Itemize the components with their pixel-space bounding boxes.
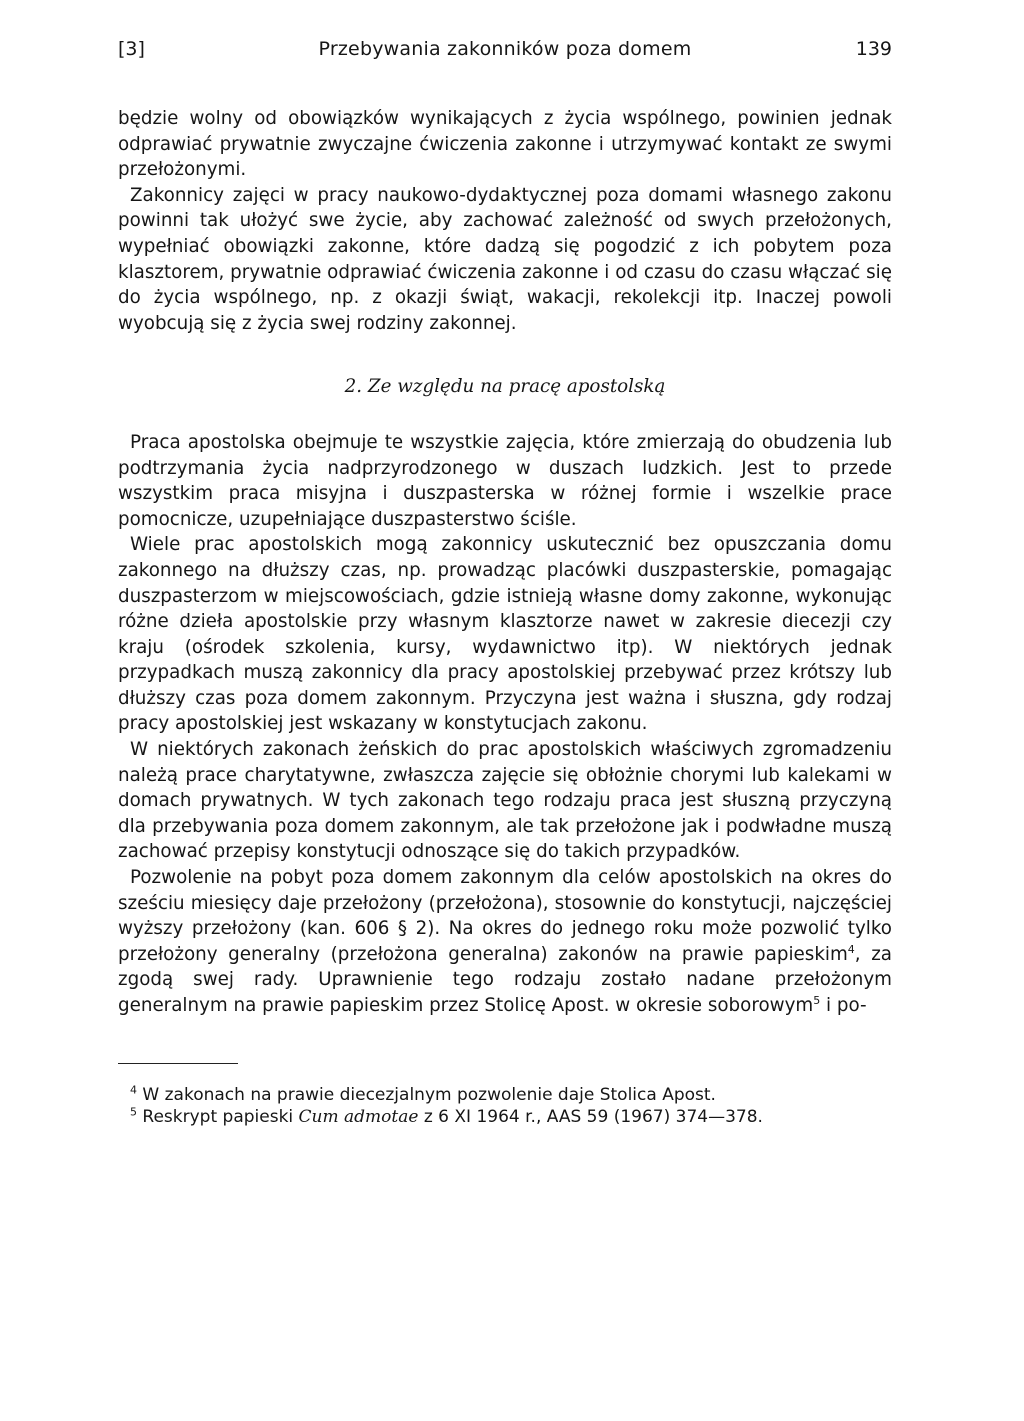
paragraph-text: i po- [820, 995, 867, 1016]
footnote [118, 1106, 892, 1128]
page-number: 139 [855, 38, 892, 60]
paragraph: Zakonnicy zajęci w pracy naukowo-dydaktycznej poza domami własnego zakonu powinni tak ułożyć swe życie, aby zachować zależność od swych przełożonych, wypełniać obowiązki zakonne, które dadzą się pogodzić z ich pobytem poza klasztorem, prywatnie odprawiać ćwiczenia zakonne i od czasu do czasu włączać się do życia wspólnego, np. z okazji świąt, wakacji, rekolekcji itp. Inaczej powoli wyobcują się z życia swej rodziny zakonnej. [118, 184, 892, 334]
running-title: Przebywania zakonników poza domem [318, 38, 692, 60]
footnote [118, 1084, 892, 1106]
footnote-reference: 4 [847, 942, 855, 956]
footnote-text: W zakonach na prawie diecezjalnym pozwolenie daje Stolica Apost. [142, 1084, 716, 1105]
section-heading [118, 374, 892, 400]
running-head [118, 38, 892, 78]
footnote-mark: 4 [130, 1082, 137, 1096]
paragraph [118, 865, 892, 1019]
footnote-reference: 5 [813, 993, 821, 1007]
paragraph: W niektórych zakonach żeńskich do prac apostolskich właściwych zgromadzeniu należą prace charytatywne, zwłaszcza zajęcie się obłożnie chorymi lub kalekami w domach prywatnych. W tych zakonach tego rodzaju praca jest słuszną przyczyną dla przebywania poza domem zakonnym, ale tak przełożone jak i podwładne muszą zachować przepisy konstytucji odnoszące się do takich przypadków. [118, 739, 892, 863]
section-heading-number: 2. [344, 376, 363, 398]
paragraph-continuation: będzie wolny od obowiązków wynikających z życia wspólnego, powinien jednak odprawiać prywatnie zwyczajne ćwiczenia zakonne i utrzymywać kontakt ze swymi przełożonymi. [118, 108, 892, 181]
footnote-mark: 5 [130, 1104, 137, 1118]
section-number: [3] [118, 38, 145, 60]
paragraph-text: Pozwolenie na pobyt poza domem zakonnym dla celów apostolskich na okres do sześciu miesięcy daje przełożony (przełożona), stosownie do konstytucji, najczęściej wyższy przełożony (kan. 606 § 2). Na okres do jednego roku może pozwolić tylko przełożony generalny (przełożona generalna) zakonów na prawie papieskim [118, 867, 892, 965]
footnotes [118, 1084, 892, 1128]
footnote-text: z 6 XI 1964 r., AAS 59 (1967) 374—378. [418, 1106, 763, 1127]
footnote-divider [118, 1063, 238, 1064]
footnote-text: Reskrypt papieski [142, 1106, 299, 1127]
paragraph-text: , za zgodą swej rady. Uprawnienie tego rodzaju zostało nadane przełożonym generalnym na prawie papieskim przez Stolicę Apost. w okresie soborowym [118, 943, 893, 1016]
paragraph: Praca apostolska obejmuje te wszystkie zajęcia, które zmierzają do obudzenia lub podtrzymania życia nadprzyrodzonego w duszach ludzkich. Jest to przede wszystkim praca misyjna i duszpasterska w różnej formie i wszelkie prace pomocnicze, uzupełniające duszpasterstwo ściśle. [118, 431, 892, 530]
book-page [118, 38, 892, 1128]
paragraph: Wiele prac apostolskich mogą zakonnicy uskutecznić bez opuszczania domu zakonnego na dłuższy czas, np. prowadząc placówki duszpasterskie, pomagając duszpasterzom w miejscowościach, gdzie istnieją własne domy zakonne, wykonując różne dzieła apostolskie przy własnym klasztorze nawet w zakresie diecezji czy kraju (ośrodek szkolenia, kursy, wydawnictwo itp). W niektórych jednak przypadkach muszą zakonnicy dla pracy apostolskiej przebywać przez krótszy lub dłuższy czas poza domem zakonnym. Przyczyna jest ważna i słuszna, gdy rodzaj pracy apostolskiej jest wskazany w konstytucjach zakonu. [118, 534, 892, 735]
body-text [118, 106, 892, 1019]
cited-document-title: Cum admotae [298, 1106, 419, 1127]
section-heading-title: Ze względu na pracę apostolską [367, 376, 666, 398]
